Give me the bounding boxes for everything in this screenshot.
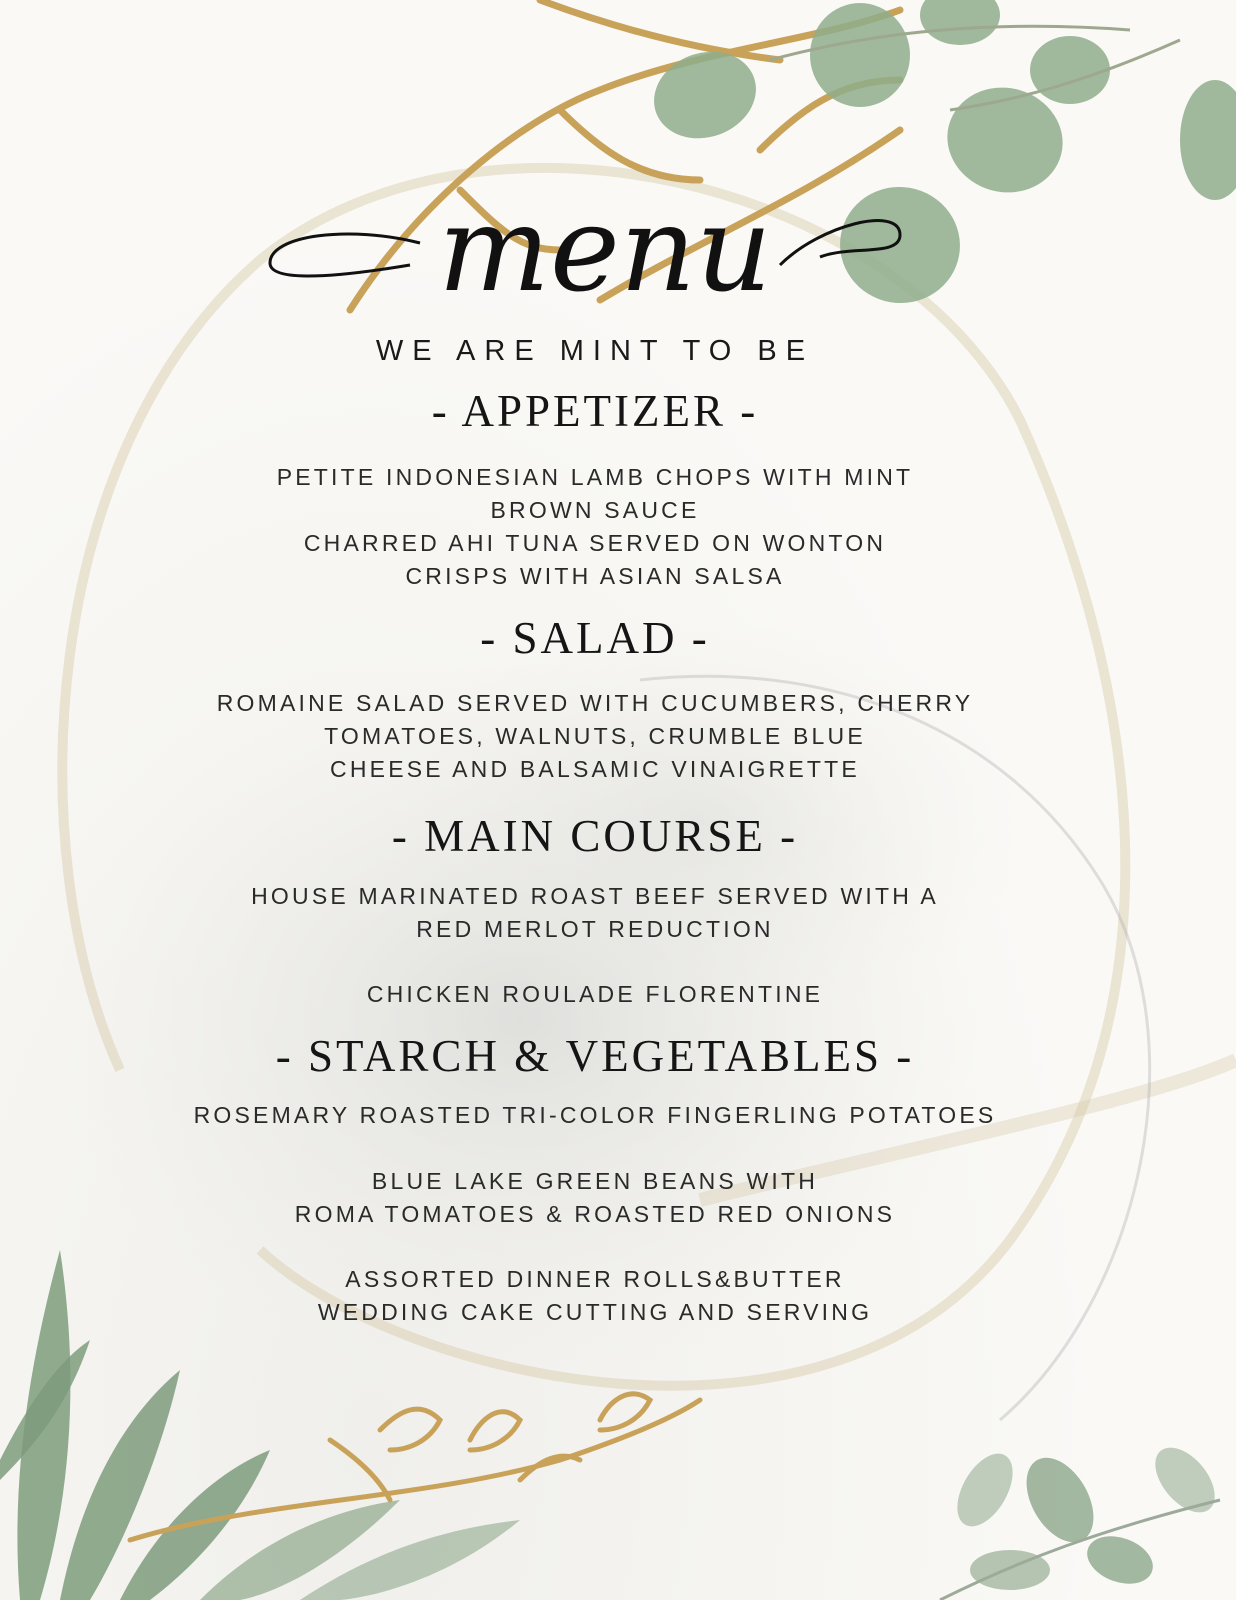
menu-item: PETITE INDONESIAN LAMB CHOPS WITH MINT [276, 464, 914, 490]
menu-item: ROMA TOMATOES & ROASTED RED ONIONS [294, 1201, 896, 1227]
menu-item: BROWN SAUCE [490, 497, 700, 523]
tagline: WE ARE MINT TO BE [375, 335, 815, 367]
title-swash [270, 234, 420, 276]
menu-item: CHEESE AND BALSAMIC VINAIGRETTE [330, 756, 860, 782]
section-heading-starch-vegetables: - STARCH & VEGETABLES - [275, 1031, 915, 1081]
menu-item: CRISPS WITH ASIAN SALSA [405, 563, 785, 589]
menu-title [260, 185, 940, 325]
title-text: menu [438, 185, 772, 318]
menu-item: CHICKEN ROULADE FLORENTINE [366, 981, 824, 1007]
menu-item: ROSEMARY ROASTED TRI-COLOR FINGERLING POTATOES [193, 1102, 997, 1128]
menu-item: TOMATOES, WALNUTS, CRUMBLE BLUE [324, 723, 866, 749]
menu-item: RED MERLOT REDUCTION [416, 916, 774, 942]
menu-item: WEDDING CAKE CUTTING AND SERVING [317, 1299, 873, 1325]
menu-item: ROMAINE SALAD SERVED WITH CUCUMBERS, CHERRY [216, 690, 974, 716]
menu-item: BLUE LAKE GREEN BEANS WITH [371, 1168, 819, 1194]
menu-item: ASSORTED DINNER ROLLS&BUTTER [345, 1266, 845, 1292]
section-heading-salad: - SALAD - [480, 613, 710, 663]
menu-item: CHARRED AHI TUNA SERVED ON WONTON [303, 530, 887, 556]
menu-item: HOUSE MARINATED ROAST BEEF SERVED WITH A [251, 883, 939, 909]
section-heading-main-course: - MAIN COURSE - [391, 811, 799, 861]
section-heading-appetizer: - APPETIZER - [431, 386, 759, 436]
